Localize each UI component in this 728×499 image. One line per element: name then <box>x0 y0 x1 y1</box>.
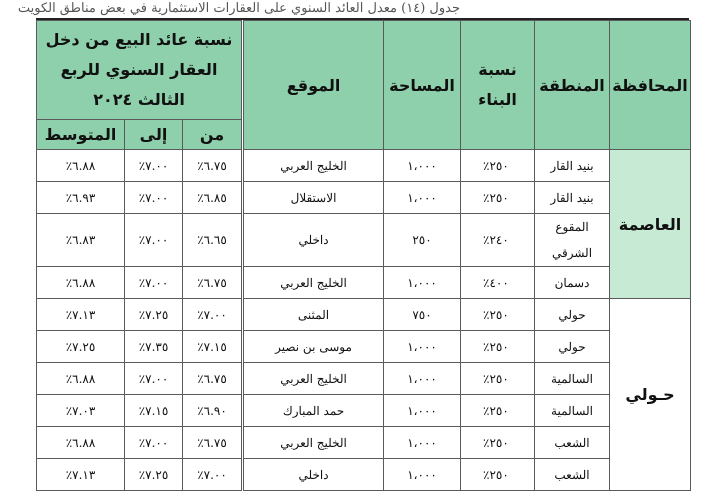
to-cell: ٧.٠٠٪ <box>125 214 183 267</box>
average-cell: ٦.٩٣٪ <box>37 182 125 214</box>
average-cell: ٧.١٣٪ <box>37 299 125 331</box>
to-cell: ٧.٠٠٪ <box>125 363 183 395</box>
header-row <box>37 21 691 120</box>
header-average: المتوسط <box>37 120 125 150</box>
header-size: المساحة <box>384 21 461 150</box>
header-governorate: المحافظة <box>610 21 691 150</box>
to-cell: ٧.٢٥٪ <box>125 299 183 331</box>
area-cell: السالمية <box>535 395 610 427</box>
size-cell: ١،٠٠٠ <box>384 150 461 182</box>
header-return-group <box>37 21 243 120</box>
governorate-cell: العاصمة <box>610 150 691 299</box>
location-cell: الخليج العربي <box>243 267 384 299</box>
to-cell: ٧.٠٠٪ <box>125 267 183 299</box>
size-cell: ١،٠٠٠ <box>384 331 461 363</box>
area-cell: حولي <box>535 299 610 331</box>
table-row <box>37 299 691 331</box>
area-cell: بنيد القار <box>535 150 610 182</box>
location-cell: الخليج العربي <box>243 363 384 395</box>
size-cell: ١،٠٠٠ <box>384 427 461 459</box>
building-ratio-cell: ٢٥٠٪ <box>461 427 535 459</box>
table-row <box>37 331 691 363</box>
building-ratio-cell: ٢٥٠٪ <box>461 299 535 331</box>
size-cell: ٢٥٠ <box>384 214 461 267</box>
location-cell: المثنى <box>243 299 384 331</box>
size-cell: ١،٠٠٠ <box>384 267 461 299</box>
to-cell: ٧.٠٠٪ <box>125 427 183 459</box>
building-ratio-cell: ٢٥٠٪ <box>461 182 535 214</box>
average-cell: ٦.٨٣٪ <box>37 214 125 267</box>
to-cell: ٧.٠٠٪ <box>125 182 183 214</box>
table-row <box>37 182 691 214</box>
table-caption: جدول (١٤) معدل العائد السنوي على العقارات الاستثمارية في بعض مناطق الكويت <box>17 1 460 16</box>
from-cell: ٧.٠٠٪ <box>183 299 243 331</box>
table-row <box>37 395 691 427</box>
header-location: الموقع <box>243 21 384 150</box>
location-cell: الخليج العربي <box>243 150 384 182</box>
area-cell <box>535 214 610 267</box>
from-cell: ٦.٧٥٪ <box>183 363 243 395</box>
building-ratio-cell: ٢٥٠٪ <box>461 363 535 395</box>
area-cell: دسمان <box>535 267 610 299</box>
average-cell: ٦.٨٨٪ <box>37 427 125 459</box>
building-ratio-cell: ٢٥٠٪ <box>461 459 535 491</box>
area-cell: الشعب <box>535 459 610 491</box>
location-cell: داخلي <box>243 214 384 267</box>
header-area: المنطقة <box>535 21 610 150</box>
to-cell: ٧.٢٥٪ <box>125 459 183 491</box>
table-row <box>37 267 691 299</box>
from-cell: ٦.٦٥٪ <box>183 214 243 267</box>
to-cell: ٧.١٥٪ <box>125 395 183 427</box>
area-cell: بنيد القار <box>535 182 610 214</box>
location-cell: الاستقلال <box>243 182 384 214</box>
size-cell: ١،٠٠٠ <box>384 459 461 491</box>
area-cell: الشعب <box>535 427 610 459</box>
table-row <box>37 214 691 267</box>
average-cell: ٦.٨٨٪ <box>37 150 125 182</box>
building-ratio-cell: ٢٥٠٪ <box>461 395 535 427</box>
from-cell: ٦.٩٠٪ <box>183 395 243 427</box>
average-cell: ٧.١٣٪ <box>37 459 125 491</box>
average-cell: ٦.٨٨٪ <box>37 363 125 395</box>
to-cell: ٧.٣٥٪ <box>125 331 183 363</box>
average-cell: ٧.٢٥٪ <box>37 331 125 363</box>
header-return-group-text: نسبة عائد البيع من دخل العقار السنوي للربع الثالث ٢٠٢٤ <box>45 30 233 109</box>
area-text: المقوع الشرقي <box>551 220 593 260</box>
size-cell: ٧٥٠ <box>384 299 461 331</box>
area-cell: السالمية <box>535 363 610 395</box>
table-row <box>37 459 691 491</box>
from-cell: ٦.٧٥٪ <box>183 427 243 459</box>
returns-table <box>36 20 691 491</box>
header-building-ratio-text: نسبة البناء <box>478 60 517 109</box>
location-cell: الخليج العربي <box>243 427 384 459</box>
header-building-ratio <box>461 21 535 150</box>
from-cell: ٦.٧٥٪ <box>183 267 243 299</box>
building-ratio-cell: ٢٥٠٪ <box>461 150 535 182</box>
average-cell: ٧.٠٣٪ <box>37 395 125 427</box>
table-row <box>37 363 691 395</box>
area-cell: حولي <box>535 331 610 363</box>
size-cell: ١،٠٠٠ <box>384 182 461 214</box>
location-cell: داخلي <box>243 459 384 491</box>
header-to: إلى <box>125 120 183 150</box>
average-cell: ٦.٨٨٪ <box>37 267 125 299</box>
from-cell: ٧.١٥٪ <box>183 331 243 363</box>
to-cell: ٧.٠٠٪ <box>125 150 183 182</box>
header-from: من <box>183 120 243 150</box>
location-cell: حمد المبارك <box>243 395 384 427</box>
from-cell: ٦.٨٥٪ <box>183 182 243 214</box>
table-row <box>37 150 691 182</box>
from-cell: ٦.٧٥٪ <box>183 150 243 182</box>
building-ratio-cell: ٢٤٠٪ <box>461 214 535 267</box>
table-row <box>37 427 691 459</box>
governorate-cell: حـولي <box>610 299 691 491</box>
building-ratio-cell: ٤٠٠٪ <box>461 267 535 299</box>
size-cell: ١،٠٠٠ <box>384 395 461 427</box>
size-cell: ١،٠٠٠ <box>384 363 461 395</box>
from-cell: ٧.٠٠٪ <box>183 459 243 491</box>
building-ratio-cell: ٢٥٠٪ <box>461 331 535 363</box>
location-cell: موسى بن نصير <box>243 331 384 363</box>
